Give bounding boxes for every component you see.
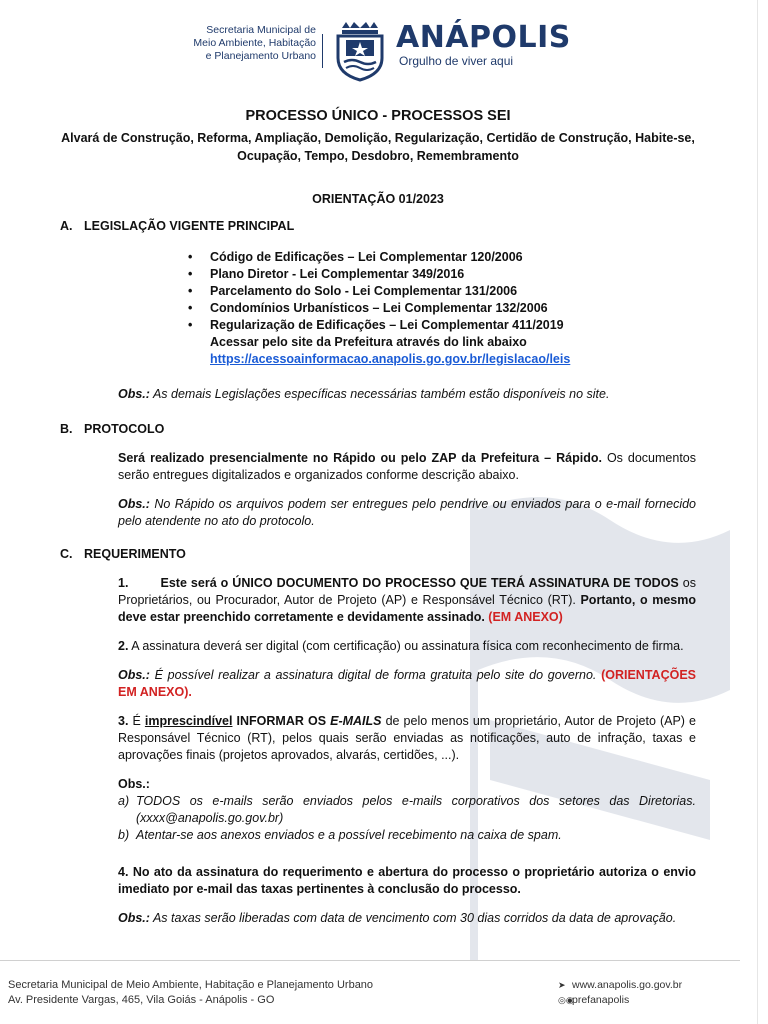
- page-edge: [757, 0, 758, 1024]
- item-text: A assinatura deverá ser digital (com certificação) ou assinatura física com reconhecimento de firma.: [128, 639, 684, 653]
- item-bold-text: Este será o ÚNICO DOCUMENTO DO PROCESSO QUE TERÁ ASSINATURA DE TODOS: [160, 576, 679, 590]
- legislation-list: [60, 249, 696, 368]
- item-bold-text: INFORMAR OS: [232, 714, 331, 728]
- footer-address: [8, 978, 373, 1008]
- access-instruction: Acessar pelo site da Prefeitura através do link abaixo: [210, 335, 527, 349]
- requerimento-item-2: [60, 638, 696, 655]
- requerimento-item-4: [60, 864, 696, 898]
- section-a-obs: [60, 386, 696, 403]
- list-marker: a): [118, 794, 130, 808]
- emphasis-text: imprescindível: [144, 714, 233, 728]
- section-title: LEGISLAÇÃO VIGENTE PRINCIPAL: [84, 219, 295, 233]
- list-item: • Condomínios Urbanísticos – Lei Complementar 132/2006: [210, 300, 696, 317]
- section-c-heading: [60, 546, 696, 563]
- obs-text: É possível realizar a assinatura digital de forma gratuita pelo site do governo.: [149, 668, 597, 682]
- secretaria-name: [188, 24, 316, 63]
- item-number: 4.: [118, 865, 129, 879]
- brand: [396, 22, 571, 68]
- list-item: • Código de Edificações – Lei Complementar 120/2006: [210, 249, 696, 266]
- social-icons: ◎◉: [558, 995, 574, 1005]
- document-title: PROCESSO ÚNICO - PROCESSOS SEI: [245, 108, 511, 124]
- section-b-obs: [60, 496, 696, 530]
- list-item: • Regularização de Edificações – Lei Complementar 411/2019: [210, 317, 696, 334]
- footer-secretaria: Secretaria Municipal de Meio Ambiente, Habitação e Planejamento Urbano: [8, 979, 374, 991]
- emails-emphasis: E-MAILS: [330, 714, 382, 728]
- section-title: PROTOCOLO: [84, 422, 165, 436]
- anapolis-seal-icon: [332, 18, 388, 82]
- subtitle-line-2: Ocupação, Tempo, Desdobro, Remembramento: [237, 149, 519, 163]
- item-2-obs: [60, 667, 696, 701]
- protocol-text: Os documentos serão entregues digitalizados e organizados conforme descrição abaixo.: [118, 451, 697, 482]
- section-letter: C.: [60, 547, 73, 561]
- annex-note: (EM ANEXO): [484, 610, 563, 624]
- item-bold-text-2: Portanto, o mesmo deve estar preenchido corretamente e devidamente assinado.: [118, 593, 696, 624]
- brand-tagline: Orgulho de viver aqui: [399, 54, 514, 68]
- section-letter: A.: [60, 219, 73, 233]
- section-b-heading: [60, 421, 696, 438]
- obs-text: No Rápido os arquivos podem ser entregues pelo pendrive ou enviados para o e-mail fornecido pelo atendente no ato do protocolo.: [118, 497, 696, 528]
- orientacao-number: ORIENTAÇÃO 01/2023: [312, 192, 444, 206]
- obs-list-item-a: [118, 793, 696, 827]
- footer-contacts: [558, 978, 682, 1008]
- protocol-text-bold: Será realizado presencialmente no Rápido ou pelo ZAP da Prefeitura – Rápido.: [118, 451, 602, 465]
- item-3-obs: [60, 776, 696, 844]
- section-a-heading: [60, 218, 696, 235]
- item-text-2: de pelo menos um proprietário, Autor de Projeto (AP) e Responsável Técnico (RT), pelos quais serão enviadas as notificações, auto de infração, taxas e aprovações finais (projetos aprovados, alvarás, certidões, ...).: [118, 714, 696, 762]
- obs-label: Obs.:: [118, 668, 150, 682]
- list-item: • Parcelamento do Solo - Lei Complementar 131/2006: [210, 283, 696, 300]
- secretaria-line-1: Secretaria Municipal de: [206, 24, 316, 36]
- obs-text: TODOS os e-mails serão enviados pelos e-mails corporativos dos setores das Diretorias. (xxxx@anapolis.go.gov.br): [136, 794, 696, 825]
- section-letter: B.: [60, 422, 73, 436]
- document-body: [60, 104, 696, 927]
- obs-text: As demais Legislações específicas necessárias também estão disponíveis no site.: [149, 387, 610, 401]
- footer-website[interactable]: www.anapolis.go.gov.br: [572, 979, 683, 991]
- letterhead: [0, 0, 768, 90]
- item-4-obs: [60, 910, 696, 927]
- list-marker: b): [118, 828, 130, 842]
- annex-note: (ORIENTAÇÕES EM ANEXO).: [118, 668, 696, 699]
- obs-label: Obs.:: [118, 911, 150, 925]
- obs-list-item-b: [118, 827, 696, 844]
- section-b-text: [60, 450, 696, 484]
- item-text: os Proprietários, ou Procurador, Autor de Projeto (AP) e Responsável Técnico (RT).: [118, 576, 696, 607]
- section-title: REQUERIMENTO: [84, 547, 186, 561]
- item-number: 1.: [118, 576, 129, 590]
- legislation-link[interactable]: https://acessoainformacao.anapolis.go.gov.br/legislacao/leis: [210, 352, 571, 366]
- list-item: • Plano Diretor - Lei Complementar 349/2016: [210, 266, 696, 283]
- document-subtitle: [60, 129, 696, 165]
- item-bold-text: No ato da assinatura do requerimento e abertura do processo o proprietário autoriza o envio imediato por e-mail das taxas pertinentes à conclusão do processo.: [118, 865, 696, 896]
- subtitle-line-1: Alvará de Construção, Reforma, Ampliação, Demolição, Regularização, Certidão de Construção, Habite-se,: [61, 131, 695, 145]
- obs-label: Obs.:: [118, 777, 150, 791]
- item-text: É: [128, 714, 145, 728]
- footer-street: Av. Presidente Vargas, 465, Vila Goiás - Anápolis - GO: [8, 994, 275, 1006]
- footer-social-handle[interactable]: prefanapolis: [572, 994, 630, 1006]
- obs-label: Obs.:: [118, 387, 150, 401]
- secretaria-line-3: e Planejamento Urbano: [205, 50, 316, 62]
- item-number: 2.: [118, 639, 129, 653]
- obs-text: Atentar-se aos anexos enviados e a possível recebimento na caixa de spam.: [136, 828, 562, 842]
- header-divider: [322, 34, 323, 68]
- requerimento-item-3: [60, 713, 696, 764]
- obs-label: Obs.:: [118, 497, 150, 511]
- secretaria-line-2: Meio Ambiente, Habitação: [193, 37, 316, 49]
- requerimento-item-1: [60, 575, 696, 626]
- footer-divider: [0, 960, 740, 961]
- cursor-icon: ➤: [558, 980, 566, 990]
- obs-text: As taxas serão liberadas com data de vencimento com 30 dias corridos da data de aprovação.: [149, 911, 677, 925]
- item-number: 3.: [118, 714, 129, 728]
- brand-name: ANÁPOLIS: [396, 20, 571, 55]
